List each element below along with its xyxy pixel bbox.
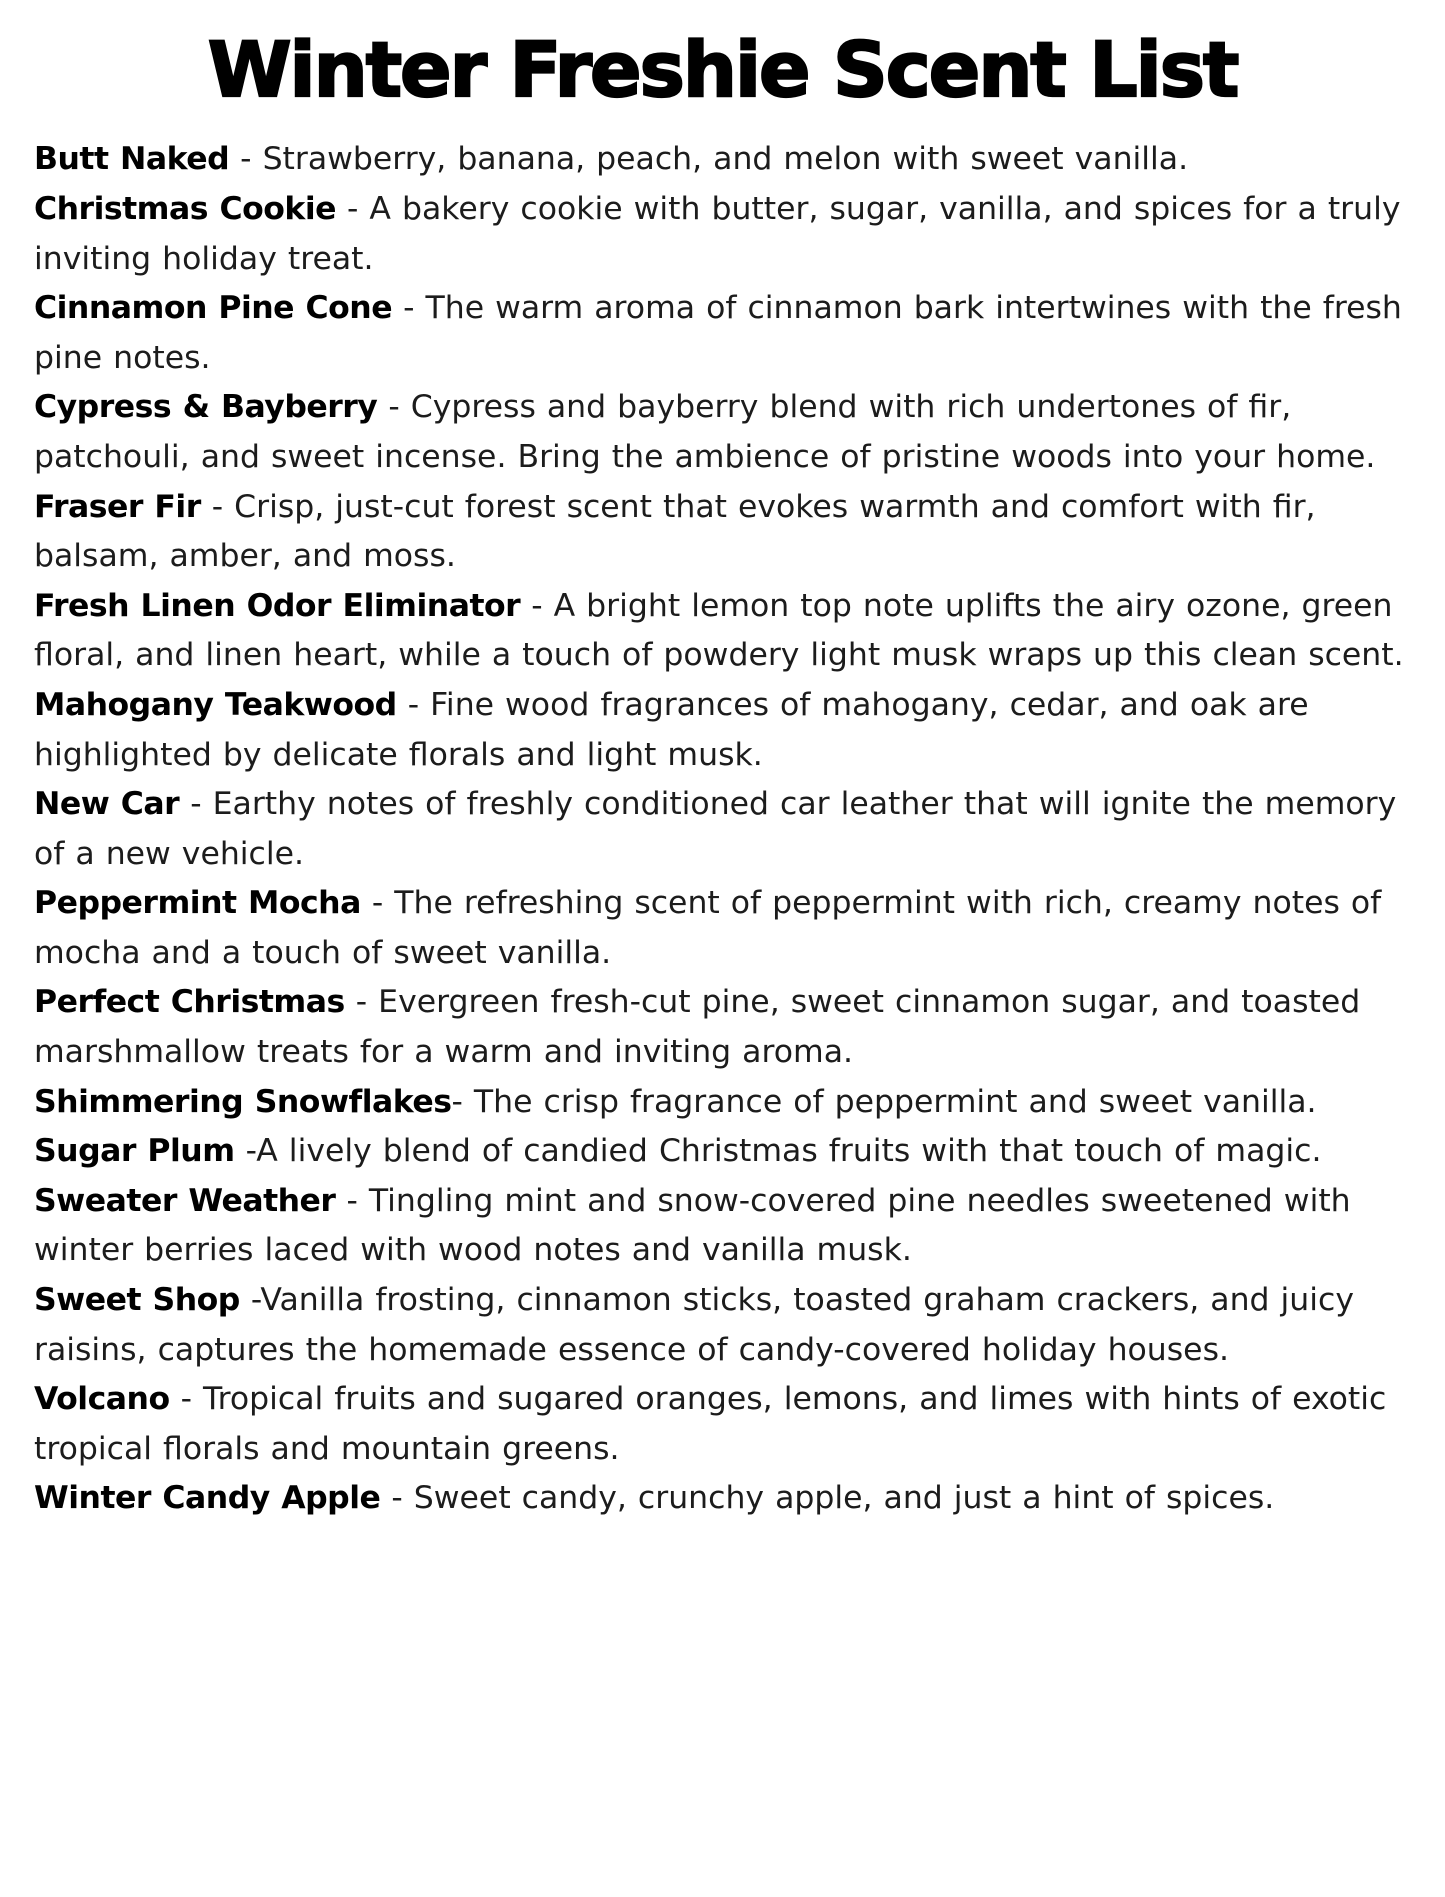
document-page (0, 26, 1445, 1897)
scent-description: Vanilla frosting, cinnamon sticks, toasted graham crackers, and juicy raisins, captures the homemade essence of candy-covered holiday houses. (34, 1282, 1354, 1368)
scent-entry (34, 780, 1411, 879)
scent-name: Sugar Plum (34, 1133, 235, 1170)
scent-separator: - (344, 984, 379, 1021)
scent-separator: - (239, 1282, 261, 1319)
scent-description: Sweet candy, crunchy apple, and just a hint of spices. (413, 1480, 1275, 1517)
scent-entry (34, 383, 1411, 482)
scent-description: Cypress and bayberry blend with rich undertones of fir, patchouli, and sweet incense. Bring the ambience of pristine woods into your home. (34, 389, 1376, 475)
scent-description: A lively blend of candied Christmas fruits with that touch of magic. (256, 1133, 1322, 1170)
scent-entry (34, 1078, 1411, 1128)
scent-separator: - (451, 1083, 474, 1120)
scent-description: Tropical fruits and sugared oranges, lemons, and limes with hints of exotic tropical florals and mountain greens. (34, 1381, 1387, 1467)
scent-separator: - (336, 190, 370, 227)
scent-entry (34, 185, 1411, 284)
scent-entry (34, 284, 1411, 383)
scent-name: Cypress & Bayberry (34, 389, 378, 426)
scent-entry (34, 681, 1411, 780)
scent-entry (34, 582, 1411, 681)
scent-description: Crisp, just-cut forest scent that evokes warmth and comfort with fir, balsam, amber, and moss. (34, 488, 1316, 575)
scent-separator: - (179, 786, 213, 823)
scent-description: The warm aroma of cinnamon bark intertwines with the fresh pine notes. (34, 290, 1402, 376)
scent-separator: - (360, 885, 395, 922)
scent-entry (34, 135, 1411, 185)
scent-name: Winter Candy Apple (34, 1480, 381, 1517)
scent-separator: - (335, 1182, 369, 1219)
scent-description: Earthy notes of freshly conditioned car leather that will ignite the memory of a new vehicle. (34, 786, 1397, 872)
scent-description: Evergreen fresh-cut pine, sweet cinnamon sugar, and toasted marshmallow treats for a warm and inviting aroma. (34, 984, 1361, 1071)
scent-separator: - (234, 1133, 257, 1170)
scent-separator: - (380, 1480, 414, 1517)
scent-separator: - (520, 587, 554, 624)
scent-entry (34, 1276, 1411, 1375)
scent-name: New Car (34, 786, 180, 823)
scent-entry (34, 1474, 1411, 1524)
scent-list (0, 135, 1445, 1524)
scent-description: A bright lemon top note uplifts the airy ozone, green floral, and linen heart, while a touch of powdery light musk wraps up this clean scent. (34, 587, 1404, 674)
scent-entry (34, 1127, 1411, 1177)
scent-entry (34, 1375, 1411, 1474)
scent-description: A bakery cookie with butter, sugar, vanilla, and spices for a truly inviting holiday treat. (34, 190, 1401, 277)
scent-name: Christmas Cookie (34, 190, 336, 227)
scent-entry (34, 1177, 1411, 1276)
scent-name: Sweater Weather (34, 1182, 336, 1219)
scent-separator: - (229, 141, 263, 178)
scent-name: Fraser Fir (34, 488, 201, 525)
scent-name: Perfect Christmas (34, 984, 345, 1021)
scent-separator: - (200, 488, 235, 525)
scent-entry (34, 483, 1411, 582)
scent-description: Tingling mint and snow-covered pine needles sweetened with winter berries laced with wood notes and vanilla musk. (34, 1182, 1351, 1269)
scent-description: The refreshing scent of peppermint with rich, creamy notes of mocha and a touch of sweet vanilla. (34, 885, 1382, 971)
scent-separator: - (377, 389, 411, 426)
scent-separator: - (392, 290, 426, 327)
scent-separator: - (169, 1381, 203, 1418)
scent-description: The crisp fragrance of peppermint and sweet vanilla. (473, 1083, 1317, 1120)
scent-name: Sweet Shop (34, 1282, 240, 1319)
scent-entry (34, 978, 1411, 1077)
scent-description: Strawberry, banana, peach, and melon with sweet vanilla. (262, 141, 1189, 178)
scent-entry (34, 879, 1411, 978)
scent-name: Mahogany Teakwood (34, 686, 397, 723)
scent-name: Butt Naked (34, 141, 230, 178)
page-title: Winter Freshie Scent List (207, 25, 1238, 114)
scent-name: Shimmering Snowflakes (34, 1083, 452, 1120)
scent-description: Fine wood fragrances of mahogany, cedar, and oak are highlighted by delicate florals and light musk. (34, 686, 1309, 773)
scent-separator: - (396, 686, 431, 723)
scent-name: Peppermint Mocha (34, 885, 361, 922)
scent-name: Volcano (34, 1381, 170, 1418)
scent-name: Cinnamon Pine Cone (34, 290, 393, 327)
scent-name: Fresh Linen Odor Eliminator (34, 587, 521, 624)
